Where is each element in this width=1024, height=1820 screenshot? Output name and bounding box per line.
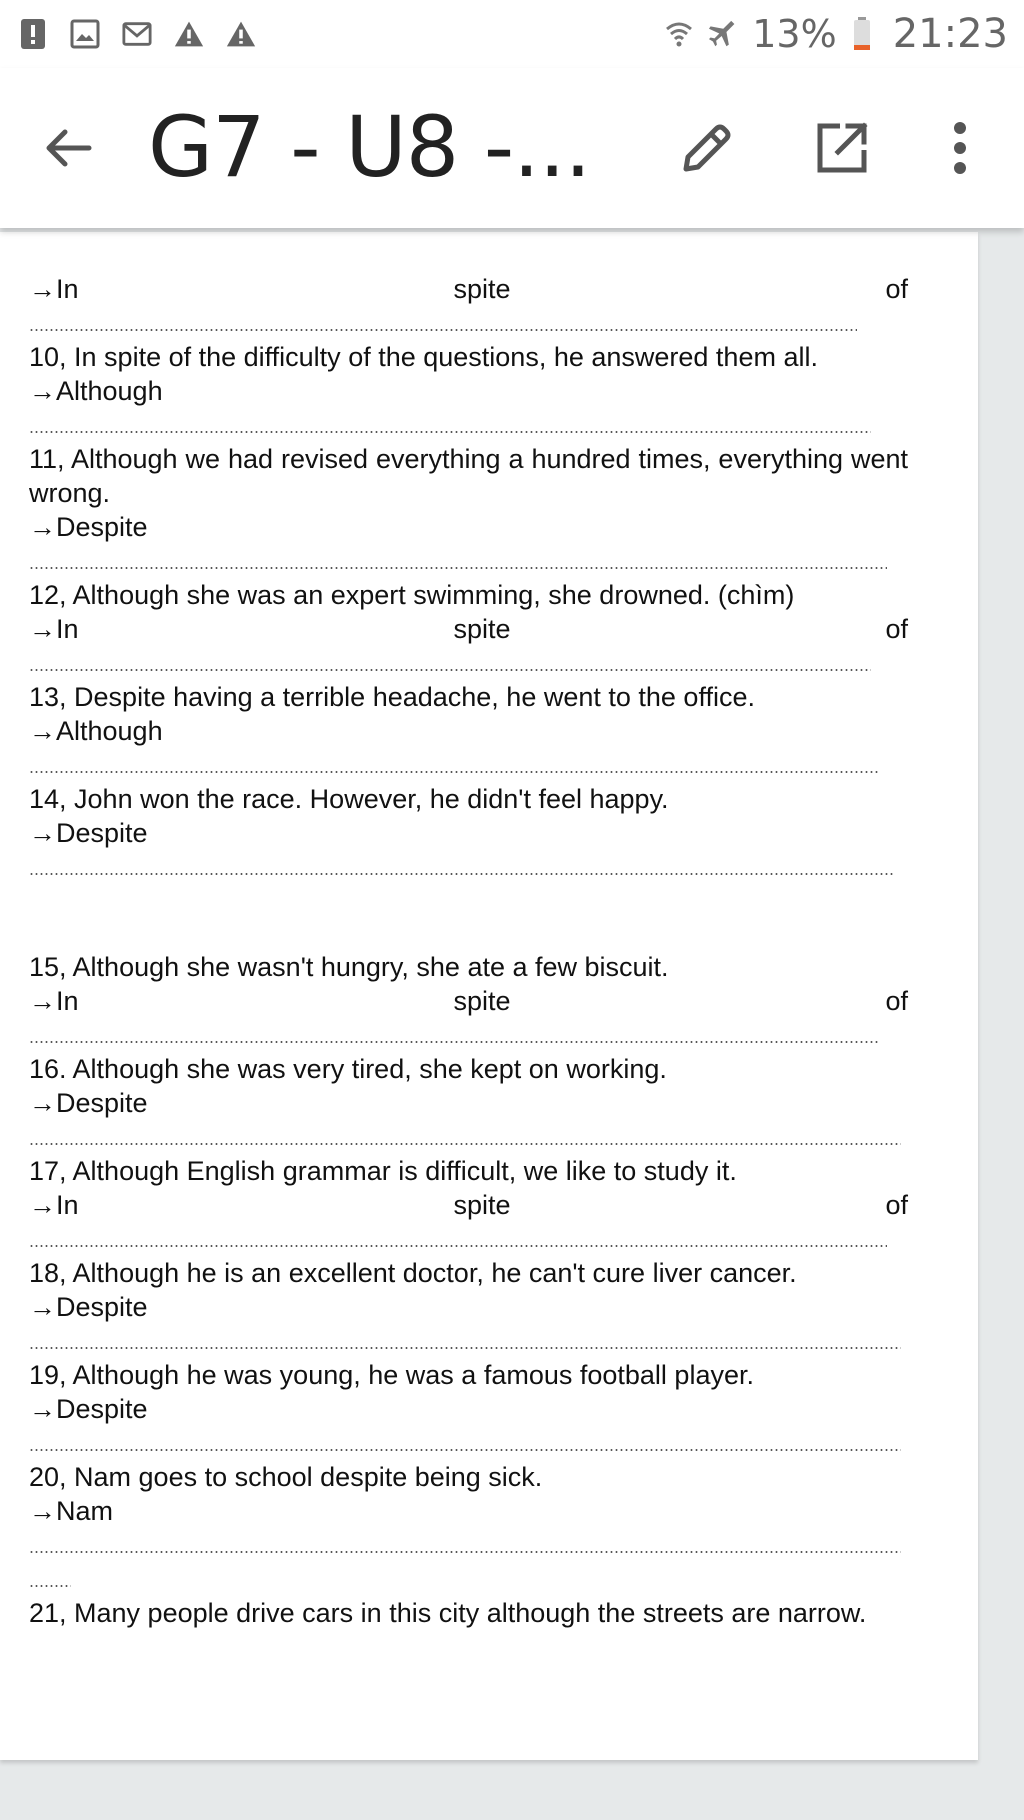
answer-prompt: →Nam: [29, 1496, 114, 1526]
question-16: 16. Although she was very tired, she kept on working.: [29, 1054, 667, 1084]
blank-line: [29, 646, 871, 680]
open-external-icon: [814, 120, 870, 176]
question-15: 15, Although she wasn't hungry, she ate a few biscuit.: [29, 952, 669, 982]
image-icon: [70, 17, 100, 51]
document-title: G7 - U8 -...: [148, 98, 591, 196]
wifi-icon: [664, 17, 694, 51]
blank-line: [29, 748, 879, 782]
answer-prompt: →Despite: [29, 512, 148, 542]
blank-line: [29, 1222, 887, 1256]
edit-button[interactable]: [675, 116, 739, 180]
question-17: 17, Although English grammar is difficult, we like to study it.: [29, 1156, 737, 1186]
battery-percent: 13%: [752, 12, 837, 56]
blank-line: [29, 1120, 901, 1154]
gmail-icon: [122, 17, 152, 51]
question-10: 10, In spite of the difficulty of the questions, he answered them all.: [29, 342, 818, 372]
open-external-button[interactable]: [810, 116, 874, 180]
question-21: 21, Many people drive cars in this city although the streets are narrow.: [29, 1598, 867, 1628]
more-options-button[interactable]: [930, 116, 990, 180]
answer-prompt: →Although: [29, 376, 163, 406]
warning-icon: [174, 17, 204, 51]
answer-prompt: →Despite: [29, 1394, 148, 1424]
document-page: [0, 232, 978, 1760]
status-bar: [0, 0, 1024, 68]
blank-line: [29, 1324, 901, 1358]
question-20: 20, Nam goes to school despite being sick.: [29, 1462, 543, 1492]
battery-icon: [851, 17, 873, 51]
question-11: 11, Although we had revised everything a hundred times, everything went wrong.: [29, 444, 908, 508]
blank-line: [29, 1426, 901, 1460]
blank-line: [29, 306, 857, 340]
alert-icon: [18, 17, 48, 51]
answer-line-in-spite-of: →In spite of: [29, 1190, 908, 1220]
answer-prompt: →Although: [29, 716, 163, 746]
blank-line: [29, 408, 871, 442]
blank-line: [29, 544, 887, 578]
clock: 21:23: [892, 11, 1008, 57]
airplane-icon: [708, 17, 738, 51]
answer-prompt: →Despite: [29, 1088, 148, 1118]
blank-line: [29, 1562, 71, 1596]
answer-prompt: →Despite: [29, 818, 148, 848]
blank-line: [29, 1528, 901, 1562]
back-button[interactable]: [38, 118, 98, 178]
spacer: [29, 884, 908, 950]
answer-line-in-spite-of: →In spite of: [29, 614, 908, 644]
app-bar: [0, 68, 1024, 228]
question-14: 14, John won the race. However, he didn't feel happy.: [29, 784, 669, 814]
blank-line: [29, 850, 895, 884]
question-18: 18, Although he is an excellent doctor, he can't cure liver cancer.: [29, 1258, 797, 1288]
answer-prompt: →Despite: [29, 1292, 148, 1322]
question-12: 12, Although she was an expert swimming, she drowned. (chìm): [29, 580, 795, 610]
notification-icons: [18, 17, 256, 51]
pencil-icon: [678, 119, 736, 177]
back-arrow-icon: [43, 127, 93, 169]
question-13: 13, Despite having a terrible headache, he went to the office.: [29, 682, 755, 712]
question-19: 19, Although he was young, he was a famous football player.: [29, 1360, 754, 1390]
warning-icon: [226, 17, 256, 51]
system-status: [664, 11, 1008, 57]
blank-line: [29, 1018, 879, 1052]
answer-line-in-spite-of: →In spite of: [29, 274, 908, 304]
more-vert-icon: [950, 120, 970, 176]
answer-line-in-spite-of: →In spite of: [29, 986, 908, 1016]
